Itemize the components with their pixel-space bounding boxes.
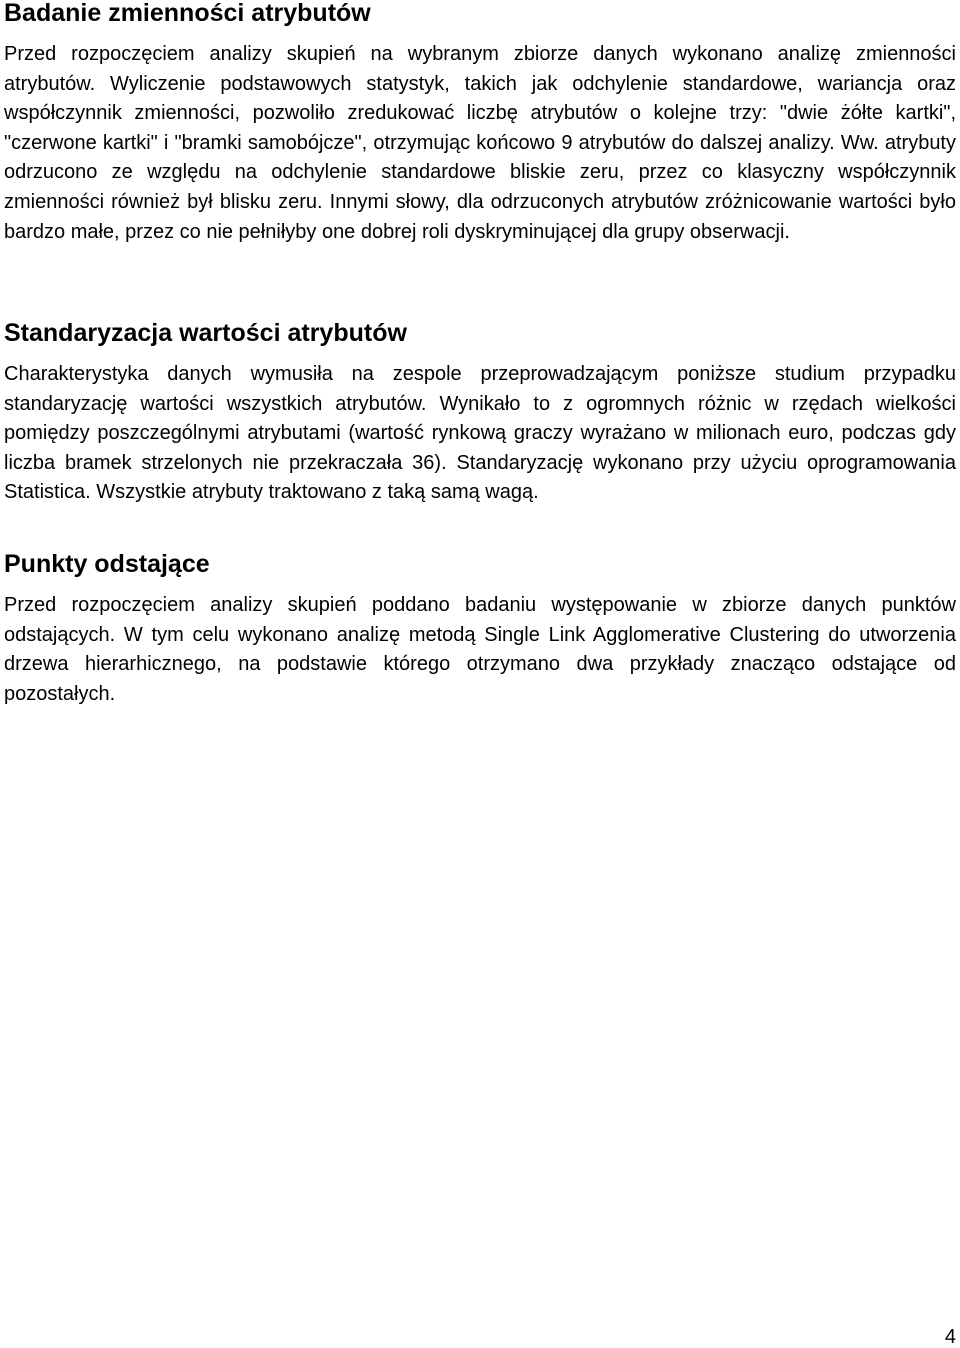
section-paragraph-attribute-variability: Przed rozpoczęciem analizy skupień na wybranym zbiorze danych wykonano analizę zmienności atrybutów. Wyliczenie podstawowych statystyk, takich jak odchylenie standardowe, wariancja oraz współczynnik zmienności, pozwoliło zredukować liczbę atrybutów o kolejne trzy: "dwie żółte kartki", "czerwone kartki" i "bramki samobójcze", otrzymując końcowo 9 atrybutów do dalszej analizy. Ww. atrybuty odrzucono ze względu na odchylenie standardowe bliskie zeru, przez co klasyczny współczynnik zmienności również był blisku zeru. Innymi słowy, dla odrzuconych atrybutów zróżnicowanie wartości było bardzo małe, przez co nie pełniłyby one dobrej roli dyskryminującej dla grupy obserwacji.: [4, 43, 956, 243]
section-heading-outliers: Punkty odstające: [4, 550, 210, 578]
page-number: 4: [944, 1326, 956, 1348]
section-heading-standardization: Standaryzacja wartości atrybutów: [4, 319, 407, 347]
section-heading-attribute-variability: Badanie zmienności atrybutów: [4, 0, 371, 27]
section-paragraph-outliers: Przed rozpoczęciem analizy skupień poddano badaniu występowanie w zbiorze danych punktów odstających. W tym celu wykonano analizę metodą Single Link Agglomerative Clustering do utworzenia drzewa hierarhicznego, na podstawie którego otrzymano dwa przykłady znacząco odstające od pozostałych.: [4, 594, 956, 705]
section-paragraph-standardization: Charakterystyka danych wymusiła na zespole przeprowadzającym poniższe studium przypadku standaryzację wartości wszystkich atrybutów. Wynikało to z ogromnych różnic w rzędach wielkości pomiędzy poszczególnymi atrybutami (wartość rynkową graczy wyrażano w milionach euro, podczas gdy liczba bramek strzelonych nie przekraczała 36). Standaryzację wykonano przy użyciu oprogramowania Statistica. Wszystkie atrybuty traktowano z taką samą wagą.: [4, 363, 956, 504]
